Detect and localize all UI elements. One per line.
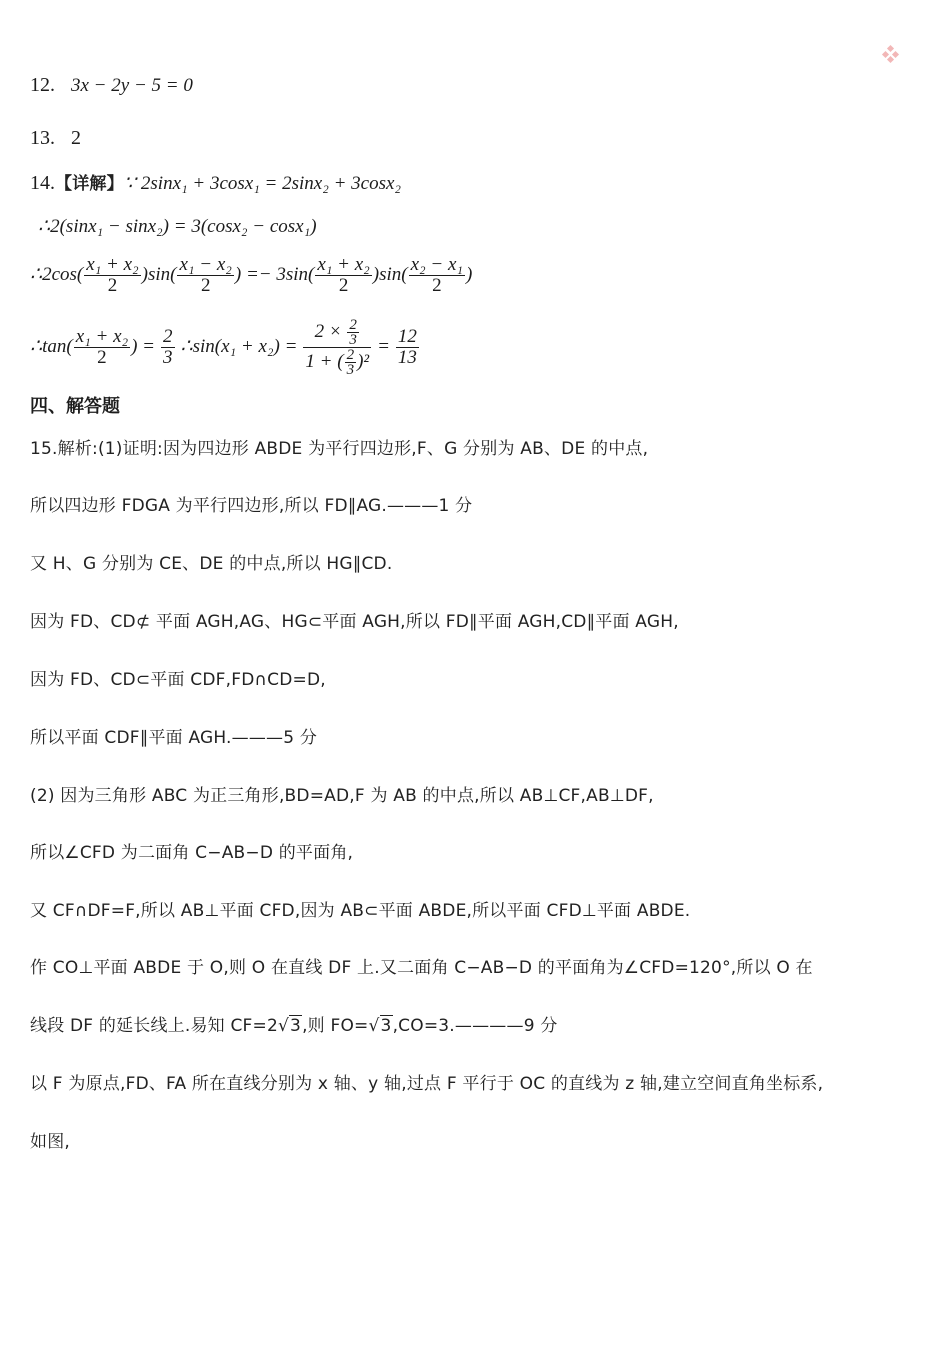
answer-12-value: 3x − 2y − 5 = 0 <box>71 75 193 96</box>
q15-line: 因为 FD、CD⊂平面 CDF,FD∩CD=D, <box>30 670 326 690</box>
q14-line-4: ∴tan( $\frac{\text{x₁ + x₂}}{2}$ ) = $\frac{2}{3}$ ∴sin(x₁ + x₂) = 2 × $\frac{2}{3}$ 1 + ( $\frac{2}{3}$ )² = $\frac{12}{13}$ <box>30 317 417 378</box>
q14-line-3: ∴2cos( $\frac{\text{x₁ + x₂}}{2}$ )sin( $\frac{\text{x₁ − x₂}}{2}$ ) =− 3sin( $\frac{\text{x₁ + x₂}}{2}$ )sin( $\frac{\text{x₂ − x₁}}{2}$ ) <box>30 254 473 296</box>
q15-line: 所以∠CFD 为二面角 C−AB−D 的平面角, <box>30 843 354 863</box>
fraction: $\frac{\text{x₁ + x₂}}{2}$ <box>86 254 139 296</box>
answer-12: 12. 3x − 2y − 5 = 0 <box>30 74 193 96</box>
fraction: $\frac{\text{x₁ − x₂}}{2}$ <box>179 254 232 296</box>
q15-line: 又 H、G 分别为 CE、DE 的中点,所以 HG∥CD. <box>30 554 393 574</box>
answer-13: 13. 2 <box>30 127 81 149</box>
q15-line: 又 CF∩DF=F,所以 AB⊥平面 CFD,因为 AB⊂平面 ABDE,所以平面 CFD⊥平面 ABDE. <box>30 901 691 921</box>
q15-line: (2) 因为三角形 ABC 为正三角形,BD=AD,F 为 AB 的中点,所以 AB⊥CF,AB⊥DF, <box>30 786 654 806</box>
q15-line: 作 CO⊥平面 ABDE 于 O,则 O 在直线 DF 上.又二面角 C−AB−D 的平面角为∠CFD=120°,所以 O 在 <box>30 958 813 978</box>
big-fraction: 2 × $\frac{2}{3}$ 1 + ( $\frac{2}{3}$ )² <box>305 317 370 378</box>
q15-line: 15.解析:(1)证明:因为四边形 ABDE 为平行四边形,F、G 分别为 AB、DE 的中点, <box>30 439 649 459</box>
q15-line: 所以四边形 FDGA 为平行四边形,所以 FD∥AG.———1 分 <box>30 496 473 516</box>
q15-line: 如图, <box>30 1132 71 1152</box>
q15-line: 所以平面 CDF∥平面 AGH.———5 分 <box>30 728 318 748</box>
fraction: $\frac{\text{x₁ + x₂}}{2}$ <box>317 254 370 296</box>
fraction: $\frac{\text{x₁ + x₂}}{2}$ <box>75 326 129 368</box>
q14-line-2: ∴2(sinx₁ − sinx₂) = 3(cosx₂ − cosx₁) <box>38 216 317 237</box>
sqrt-expression: √3 <box>368 1016 392 1036</box>
fraction: $\frac{2}{3}$ <box>163 326 173 368</box>
q15-line: 因为 FD、CD⊄ 平面 AGH,AG、HG⊂平面 AGH,所以 FD∥平面 AGH,CD∥平面 AGH, <box>30 612 679 632</box>
section-title: 四、解答题 <box>30 396 120 417</box>
answer-13-value: 2 <box>71 127 81 149</box>
fraction: $\frac{\text{x₂ − x₁}}{2}$ <box>410 254 464 296</box>
result-fraction: $\frac{12}{13}$ <box>397 326 417 368</box>
pink-diamond-stamp-icon <box>880 44 902 66</box>
q14-line-1: 14.【详解】∵ 2sinx₁ + 3cosx₁ = 2sinx₂ + 3cosx₂ <box>30 172 402 194</box>
q15-line-sqrt: 线段 DF 的延长线上.易知 CF=2√3,则 FO=√3,CO=3.————9 分 <box>30 1016 558 1036</box>
q14-detail-tag: 【详解】 <box>55 174 124 194</box>
q15-line: 以 F 为原点,FD、FA 所在直线分别为 x 轴、y 轴,过点 F 平行于 OC 的直线为 z 轴,建立空间直角坐标系, <box>30 1074 824 1094</box>
sqrt-expression: √3 <box>278 1016 302 1036</box>
